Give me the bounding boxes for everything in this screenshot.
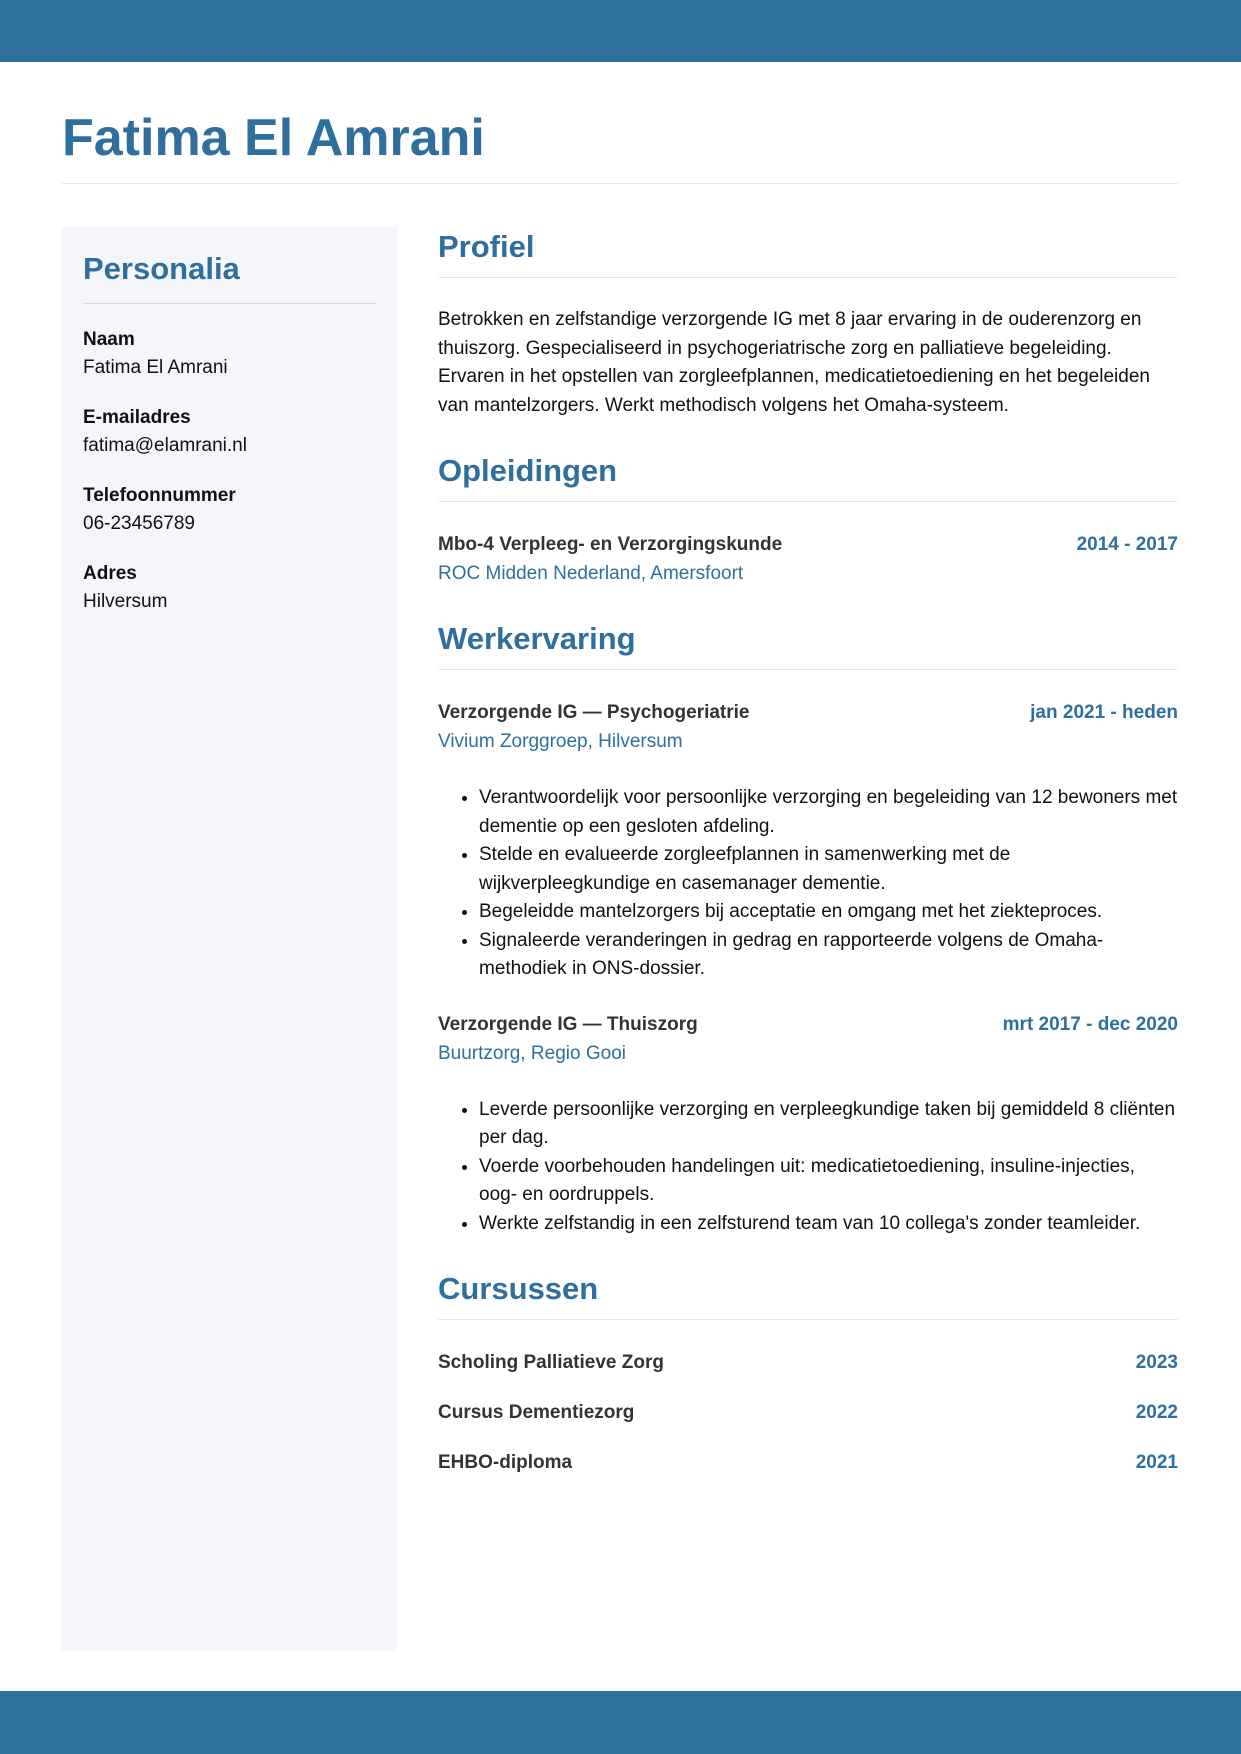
bullet-item: • Begeleidde mantelzorgers bij acceptatie en omgang met het ziekteproces. — [479, 898, 1178, 927]
entry-organization: Buurtzorg, Regio Gooi — [438, 1042, 626, 1064]
field-label: E-mailadres — [83, 407, 191, 428]
candidate-name: Fatima El Amrani — [62, 109, 485, 167]
entry-title: Mbo-4 Verpleeg- en Verzorgingskunde — [438, 534, 783, 555]
name-divider — [62, 183, 1178, 184]
work-heading: Werkervaring — [438, 616, 1178, 670]
course-entry — [438, 1398, 1178, 1428]
field-value: 06-23456789 — [83, 513, 195, 534]
education-heading: Opleidingen — [438, 448, 1178, 502]
field-value: fatima@elamrani.nl — [83, 435, 247, 456]
main-content — [438, 224, 1178, 1506]
top-color-band — [0, 0, 1241, 62]
field-value: Fatima El Amrani — [83, 357, 228, 378]
entry-organization: Vivium Zorggroep, Hilversum — [438, 731, 683, 752]
education-entry — [438, 530, 1178, 588]
entry-date: 2014 - 2017 — [1076, 534, 1178, 555]
bullet-item: • Leverde persoonlijke verzorging en verpleegkundige taken bij gemiddeld 8 cliënten per dag. — [479, 1096, 1178, 1153]
courses-heading: Cursussen — [438, 1266, 1178, 1320]
bullet-item: • Signaleerde veranderingen in gedrag en rapporteerde volgens de Omaha-methodiek in ONS-dossier. — [479, 927, 1178, 984]
profile-section — [438, 224, 1178, 420]
field-address — [83, 560, 376, 616]
course-title: Scholing Palliatieve Zorg — [438, 1352, 664, 1373]
field-label: Telefoonnummer — [83, 485, 236, 506]
course-entry — [438, 1448, 1178, 1478]
course-title: Cursus Dementiezorg — [438, 1402, 635, 1423]
personal-details-sidebar — [62, 227, 397, 1651]
bottom-color-band — [0, 1691, 1241, 1754]
course-year: 2022 — [1135, 1402, 1178, 1423]
bullet-item: • Stelde en evalueerde zorgleefplannen in samenwerking met de wijkverpleegkundige en casemanager dementie. — [479, 841, 1178, 898]
course-title: EHBO-diploma — [438, 1452, 573, 1473]
field-value: Hilversum — [83, 591, 168, 612]
education-section — [438, 448, 1178, 588]
course-entry — [438, 1348, 1178, 1378]
profile-heading: Profiel — [438, 224, 1178, 278]
entry-date: jan 2021 - heden — [1030, 702, 1178, 723]
courses-section — [438, 1266, 1178, 1478]
entry-organization: ROC Midden Nederland, Amersfoort — [438, 563, 744, 584]
field-name — [83, 326, 376, 382]
bullet-item: • Werkte zelfstandig in een zelfsturend team van 10 collega's zonder teamleider. — [479, 1210, 1178, 1239]
course-year: 2021 — [1135, 1452, 1178, 1473]
entry-title: Verzorgende IG — Thuiszorg — [438, 1013, 698, 1035]
work-entry — [438, 1010, 1178, 1239]
work-entry — [438, 698, 1178, 984]
personalia-heading: Personalia — [83, 249, 376, 304]
field-label: Adres — [83, 563, 137, 584]
entry-bullets — [438, 784, 1178, 984]
entry-date: mrt 2017 - dec 2020 — [1002, 1013, 1178, 1035]
profile-text: Betrokken en zelfstandige verzorgende IG met 8 jaar ervaring in de ouderenzorg en thuiszorg. Gespecialiseerd in psychogeriatrische zorg en palliatieve begeleiding. Ervaren in het opstellen van zorgleefplannen, medicatietoediening en het begeleiden van mantelzorgers. Werkt methodisch volgens het Omaha-systeem. — [438, 309, 1150, 416]
field-label: Naam — [83, 329, 135, 350]
field-email — [83, 404, 376, 460]
course-year: 2023 — [1135, 1352, 1178, 1373]
bullet-item: • Verantwoordelijk voor persoonlijke verzorging en begeleiding van 12 bewoners met dementie op een gesloten afdeling. — [479, 784, 1178, 841]
field-phone — [83, 482, 376, 538]
bullet-item: • Voerde voorbehouden handelingen uit: medicatietoediening, insuline-injecties, oog- en oordruppels. — [479, 1153, 1178, 1210]
entry-title: Verzorgende IG — Psychogeriatrie — [438, 702, 750, 723]
work-section — [438, 616, 1178, 1238]
entry-bullets — [438, 1096, 1178, 1239]
